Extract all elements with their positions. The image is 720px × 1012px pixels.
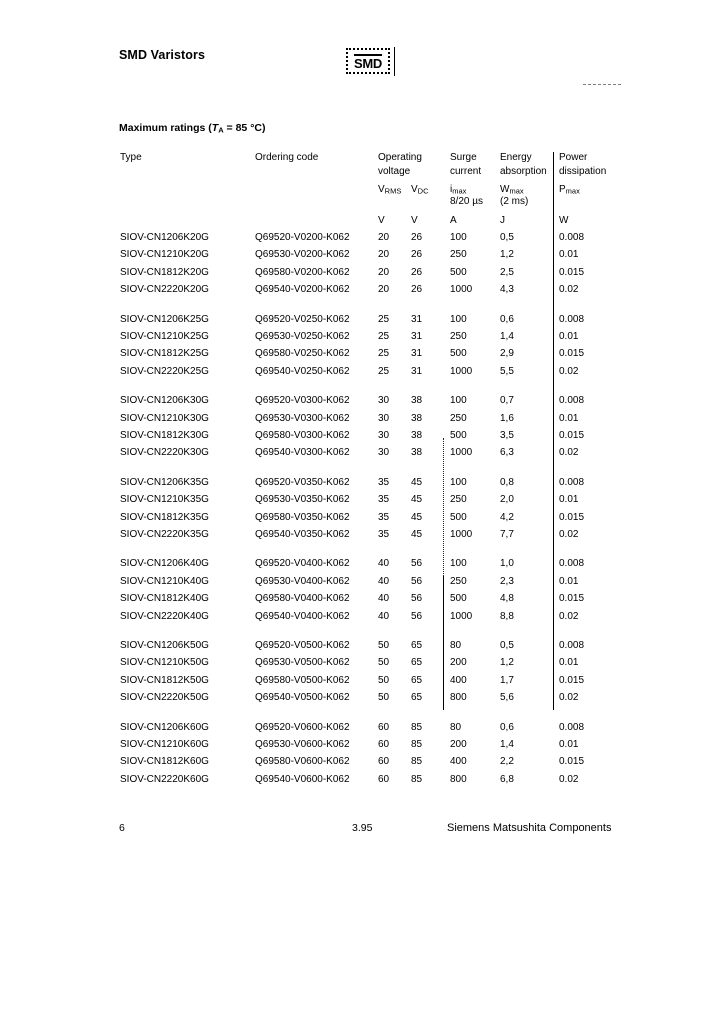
section-heading-symbol-sub: A (218, 125, 224, 135)
cell-imax: 100 (450, 395, 467, 407)
cell-wmax: 0,6 (500, 721, 514, 733)
cell-code: Q69530-V0300-K062 (255, 412, 350, 424)
cell-imax: 1000 (450, 284, 473, 296)
cell-pmax: 0.015 (559, 593, 585, 605)
cell-imax: 100 (450, 558, 467, 570)
cell-wmax: 1,6 (500, 412, 514, 424)
cell-vdc: 38 (411, 430, 423, 441)
cell-wmax: 1,2 (500, 249, 514, 261)
cell-vrms: 60 (378, 739, 390, 750)
unit-wmax: J (500, 215, 505, 226)
cell-vrms: 30 (378, 395, 390, 407)
cell-vrms: 40 (378, 558, 390, 570)
column-header-surge-current-l2: current (450, 166, 482, 177)
cell-code: Q69530-V0600-K062 (255, 739, 350, 750)
cell-wmax: 1,2 (500, 657, 514, 669)
section-heading-prefix: Maximum ratings ( (119, 122, 212, 134)
cell-vrms: 25 (378, 331, 390, 342)
cell-pmax: 0.015 (559, 674, 585, 686)
cell-type: SIOV-CN1210K50G (120, 657, 209, 669)
cell-imax: 1000 (450, 365, 473, 377)
cell-vdc: 31 (411, 313, 423, 325)
cell-vdc: 65 (411, 640, 423, 651)
cell-type: SIOV-CN1210K40G (120, 575, 209, 587)
cell-type: SIOV-CN1812K60G (120, 756, 209, 768)
cell-type: SIOV-CN2220K40G (120, 610, 209, 622)
cell-code: Q69580-V0300-K062 (255, 430, 350, 441)
cell-code: Q69580-V0600-K062 (255, 756, 350, 768)
cell-code: Q69580-V0500-K062 (255, 674, 350, 686)
cell-wmax: 2,5 (500, 266, 514, 278)
cell-wmax: 0,7 (500, 395, 514, 407)
cell-pmax: 0.01 (559, 331, 579, 342)
column-header-ordering-code: Ordering code (255, 152, 319, 163)
cell-vrms: 40 (378, 593, 390, 605)
cell-pmax: 0.01 (559, 494, 579, 506)
cell-vrms: 25 (378, 365, 390, 377)
cell-code: Q69520-V0400-K062 (255, 558, 350, 570)
cell-pmax: 0.02 (559, 284, 579, 296)
cell-imax: 250 (450, 494, 467, 506)
cell-code: Q69530-V0200-K062 (255, 249, 350, 261)
cell-imax: 250 (450, 331, 467, 342)
cell-imax: 400 (450, 756, 467, 768)
cell-vdc: 26 (411, 266, 423, 278)
cell-imax: 250 (450, 249, 467, 261)
cell-wmax: 2,2 (500, 756, 514, 768)
cell-pmax: 0.01 (559, 739, 579, 750)
cell-code: Q69540-V0350-K062 (255, 529, 350, 540)
cell-wmax: 4,2 (500, 511, 514, 523)
cell-imax: 200 (450, 739, 467, 750)
cell-vdc: 45 (411, 494, 423, 506)
cell-vdc: 26 (411, 284, 423, 296)
cell-vdc: 56 (411, 593, 423, 605)
cell-vrms: 20 (378, 284, 390, 296)
symbol-vdc: VDC (411, 184, 429, 196)
cell-vdc: 31 (411, 348, 423, 360)
symbol-imax-condition: 8/20 µs (450, 196, 484, 207)
cell-code: Q69540-V0250-K062 (255, 365, 350, 377)
cell-imax: 800 (450, 773, 467, 785)
page-title: SMD Varistors (119, 48, 206, 62)
cell-type: SIOV-CN1210K20G (120, 249, 209, 261)
cell-vdc: 45 (411, 476, 423, 488)
cell-code: Q69540-V0300-K062 (255, 447, 350, 459)
cell-pmax: 0.015 (559, 266, 585, 278)
cell-type: SIOV-CN1812K30G (120, 430, 209, 441)
cell-type: SIOV-CN2220K30G (120, 447, 209, 459)
cell-type: SIOV-CN1210K35G (120, 494, 209, 506)
column-header-type: Type (120, 152, 142, 163)
cell-imax: 250 (450, 412, 467, 424)
cell-vdc: 85 (411, 773, 423, 785)
cell-code: Q69530-V0500-K062 (255, 657, 350, 669)
cell-code: Q69520-V0500-K062 (255, 640, 350, 651)
cell-pmax: 0.008 (559, 232, 585, 243)
cell-vrms: 25 (378, 313, 390, 325)
cell-vdc: 65 (411, 674, 423, 686)
unit-pmax: W (559, 215, 569, 226)
cell-wmax: 7,7 (500, 529, 514, 540)
cell-vdc: 31 (411, 365, 423, 377)
cell-pmax: 0.008 (559, 721, 585, 733)
cell-vdc: 45 (411, 511, 423, 523)
smd-logo-label: SMD (354, 55, 382, 71)
cell-vrms: 60 (378, 756, 390, 768)
unit-vrms: V (378, 215, 385, 226)
symbol-vrms: VRMS (378, 184, 402, 196)
footer-date: 3.95 (352, 822, 373, 834)
cell-pmax: 0.01 (559, 412, 579, 424)
cell-type: SIOV-CN1210K30G (120, 412, 209, 424)
cell-vdc: 56 (411, 575, 423, 587)
cell-vdc: 38 (411, 447, 423, 459)
cell-vdc: 56 (411, 610, 423, 622)
cell-wmax: 1,7 (500, 674, 514, 686)
cell-vdc: 85 (411, 721, 423, 733)
column-header-energy-absorption-l2: absorption (500, 166, 547, 177)
cell-vrms: 30 (378, 447, 390, 459)
cell-vdc: 45 (411, 529, 423, 540)
symbol-imax: imax (450, 184, 467, 196)
cell-vdc: 31 (411, 331, 423, 342)
cell-vdc: 85 (411, 756, 423, 768)
cell-wmax: 2,0 (500, 494, 514, 506)
cell-type: SIOV-CN1812K25G (120, 348, 209, 360)
cell-wmax: 1,0 (500, 558, 514, 570)
cell-wmax: 2,9 (500, 348, 514, 360)
cell-vrms: 50 (378, 657, 390, 669)
cell-type: SIOV-CN2220K20G (120, 284, 209, 296)
cell-pmax: 0.015 (559, 756, 585, 768)
cell-imax: 500 (450, 266, 467, 278)
column-header-operating-voltage-l1: Operating (378, 152, 422, 163)
cell-pmax: 0.008 (559, 640, 585, 651)
unit-vdc: V (411, 215, 418, 226)
cell-type: SIOV-CN1206K40G (120, 558, 209, 570)
cell-vrms: 35 (378, 529, 390, 540)
column-header-energy-absorption-l1: Energy (500, 152, 532, 163)
cell-pmax: 0.01 (559, 657, 579, 669)
section-heading-mid: = 85 (223, 122, 251, 134)
cell-code: Q69540-V0400-K062 (255, 610, 350, 622)
cell-wmax: 3,5 (500, 430, 514, 441)
cell-type: SIOV-CN2220K25G (120, 365, 209, 377)
cell-vrms: 35 (378, 476, 390, 488)
cell-code: Q69580-V0350-K062 (255, 511, 350, 523)
cell-imax: 100 (450, 313, 467, 325)
cell-code: Q69530-V0400-K062 (255, 575, 350, 587)
cell-vdc: 38 (411, 412, 423, 424)
cell-vrms: 40 (378, 610, 390, 622)
cell-type: SIOV-CN2220K35G (120, 529, 209, 540)
cell-pmax: 0.02 (559, 365, 579, 377)
cell-imax: 200 (450, 657, 467, 669)
cell-pmax: 0.01 (559, 575, 579, 587)
cell-vdc: 38 (411, 395, 423, 407)
cell-wmax: 0,5 (500, 232, 514, 243)
column-header-power-dissipation-l1: Power (559, 152, 588, 163)
cell-vrms: 60 (378, 721, 390, 733)
cell-imax: 80 (450, 640, 462, 651)
cell-imax: 1000 (450, 529, 473, 540)
cell-pmax: 0.01 (559, 249, 579, 261)
cell-pmax: 0.02 (559, 447, 579, 459)
cell-wmax: 1,4 (500, 739, 514, 750)
cell-vrms: 30 (378, 412, 390, 424)
cell-type: SIOV-CN2220K50G (120, 692, 209, 704)
cell-code: Q69540-V0600-K062 (255, 773, 350, 785)
cell-wmax: 0,5 (500, 640, 514, 651)
footer-company: Siemens Matsushita Components (447, 822, 612, 834)
cell-imax: 500 (450, 348, 467, 360)
cell-vrms: 60 (378, 773, 390, 785)
cell-imax: 400 (450, 674, 467, 686)
cell-type: SIOV-CN1206K50G (120, 640, 209, 651)
cell-vrms: 50 (378, 674, 390, 686)
cell-vrms: 40 (378, 575, 390, 587)
cell-pmax: 0.02 (559, 610, 579, 622)
unit-imax: A (450, 215, 457, 226)
cell-imax: 100 (450, 476, 467, 488)
cell-wmax: 4,8 (500, 593, 514, 605)
cell-pmax: 0.008 (559, 313, 585, 325)
cell-wmax: 4,3 (500, 284, 514, 296)
cell-imax: 500 (450, 593, 467, 605)
cell-vrms: 35 (378, 511, 390, 523)
cell-imax: 500 (450, 511, 467, 523)
cell-vrms: 25 (378, 348, 390, 360)
cell-code: Q69580-V0200-K062 (255, 266, 350, 278)
cell-type: SIOV-CN1206K25G (120, 313, 209, 325)
cell-type: SIOV-CN1206K20G (120, 232, 209, 243)
cell-type: SIOV-CN1206K30G (120, 395, 209, 407)
cell-code: Q69540-V0500-K062 (255, 692, 350, 704)
cell-wmax: 6,8 (500, 773, 514, 785)
cell-wmax: 6,3 (500, 447, 514, 459)
cell-wmax: 1,4 (500, 331, 514, 342)
cell-imax: 1000 (450, 610, 473, 622)
cell-vrms: 20 (378, 232, 390, 243)
column-rule-power (553, 152, 554, 710)
cell-type: SIOV-CN1812K20G (120, 266, 209, 278)
cell-imax: 1000 (450, 447, 473, 459)
cell-type: SIOV-CN2220K60G (120, 773, 209, 785)
section-heading-symbol: T (211, 122, 219, 134)
cell-type: SIOV-CN1210K25G (120, 331, 209, 342)
cell-code: Q69580-V0250-K062 (255, 348, 350, 360)
cell-type: SIOV-CN1812K35G (120, 511, 209, 523)
footer-page-number: 6 (119, 822, 125, 834)
cell-vdc: 26 (411, 249, 423, 261)
section-heading-unit: °C) (250, 122, 266, 134)
cell-type: SIOV-CN1812K50G (120, 674, 209, 686)
cell-imax: 80 (450, 721, 462, 733)
cell-code: Q69580-V0400-K062 (255, 593, 350, 605)
cell-vrms: 50 (378, 692, 390, 704)
cell-pmax: 0.02 (559, 692, 579, 704)
cell-wmax: 2,3 (500, 575, 514, 587)
cell-vrms: 20 (378, 249, 390, 261)
column-header-surge-current-l1: Surge (450, 152, 477, 163)
cell-imax: 100 (450, 232, 467, 243)
cell-code: Q69530-V0250-K062 (255, 331, 350, 342)
cell-pmax: 0.008 (559, 558, 585, 570)
cell-pmax: 0.02 (559, 773, 579, 785)
column-rule-surge (443, 576, 444, 710)
symbol-pmax: Pmax (559, 184, 580, 196)
cell-vrms: 35 (378, 494, 390, 506)
cell-vdc: 85 (411, 739, 423, 750)
column-header-operating-voltage-l2: voltage (378, 166, 411, 177)
cell-type: SIOV-CN1206K60G (120, 721, 209, 733)
cell-type: SIOV-CN1206K35G (120, 476, 209, 488)
cell-vdc: 26 (411, 232, 423, 243)
cell-wmax: 8,8 (500, 610, 514, 622)
symbol-wmax: Wmax (500, 184, 524, 196)
cell-wmax: 5,5 (500, 365, 514, 377)
cell-type: SIOV-CN1210K60G (120, 739, 209, 750)
cell-pmax: 0.008 (559, 395, 585, 407)
cell-code: Q69520-V0250-K062 (255, 313, 350, 325)
cell-imax: 800 (450, 692, 467, 704)
cell-code: Q69520-V0350-K062 (255, 476, 350, 488)
cell-code: Q69520-V0600-K062 (255, 721, 350, 733)
cell-wmax: 0,8 (500, 476, 514, 488)
cell-vdc: 65 (411, 692, 423, 704)
symbol-wmax-condition: (2 ms) (500, 196, 529, 207)
cell-imax: 250 (450, 575, 467, 587)
cell-wmax: 5,6 (500, 692, 514, 704)
column-header-power-dissipation-l2: dissipation (559, 166, 607, 177)
cell-pmax: 0.015 (559, 348, 585, 360)
cell-vrms: 50 (378, 640, 390, 651)
cell-code: Q69540-V0200-K062 (255, 284, 350, 296)
cell-code: Q69520-V0300-K062 (255, 395, 350, 407)
cell-code: Q69530-V0350-K062 (255, 494, 350, 506)
cell-pmax: 0.008 (559, 476, 585, 488)
cell-type: SIOV-CN1812K40G (120, 593, 209, 605)
cell-code: Q69520-V0200-K062 (255, 232, 350, 243)
cell-vdc: 65 (411, 657, 423, 669)
cell-imax: 500 (450, 430, 467, 441)
cell-vdc: 56 (411, 558, 423, 570)
cell-pmax: 0.015 (559, 511, 585, 523)
cell-vrms: 20 (378, 266, 390, 278)
cell-wmax: 0,6 (500, 313, 514, 325)
cell-pmax: 0.015 (559, 430, 585, 441)
cell-pmax: 0.02 (559, 529, 579, 540)
cell-vrms: 30 (378, 430, 390, 441)
